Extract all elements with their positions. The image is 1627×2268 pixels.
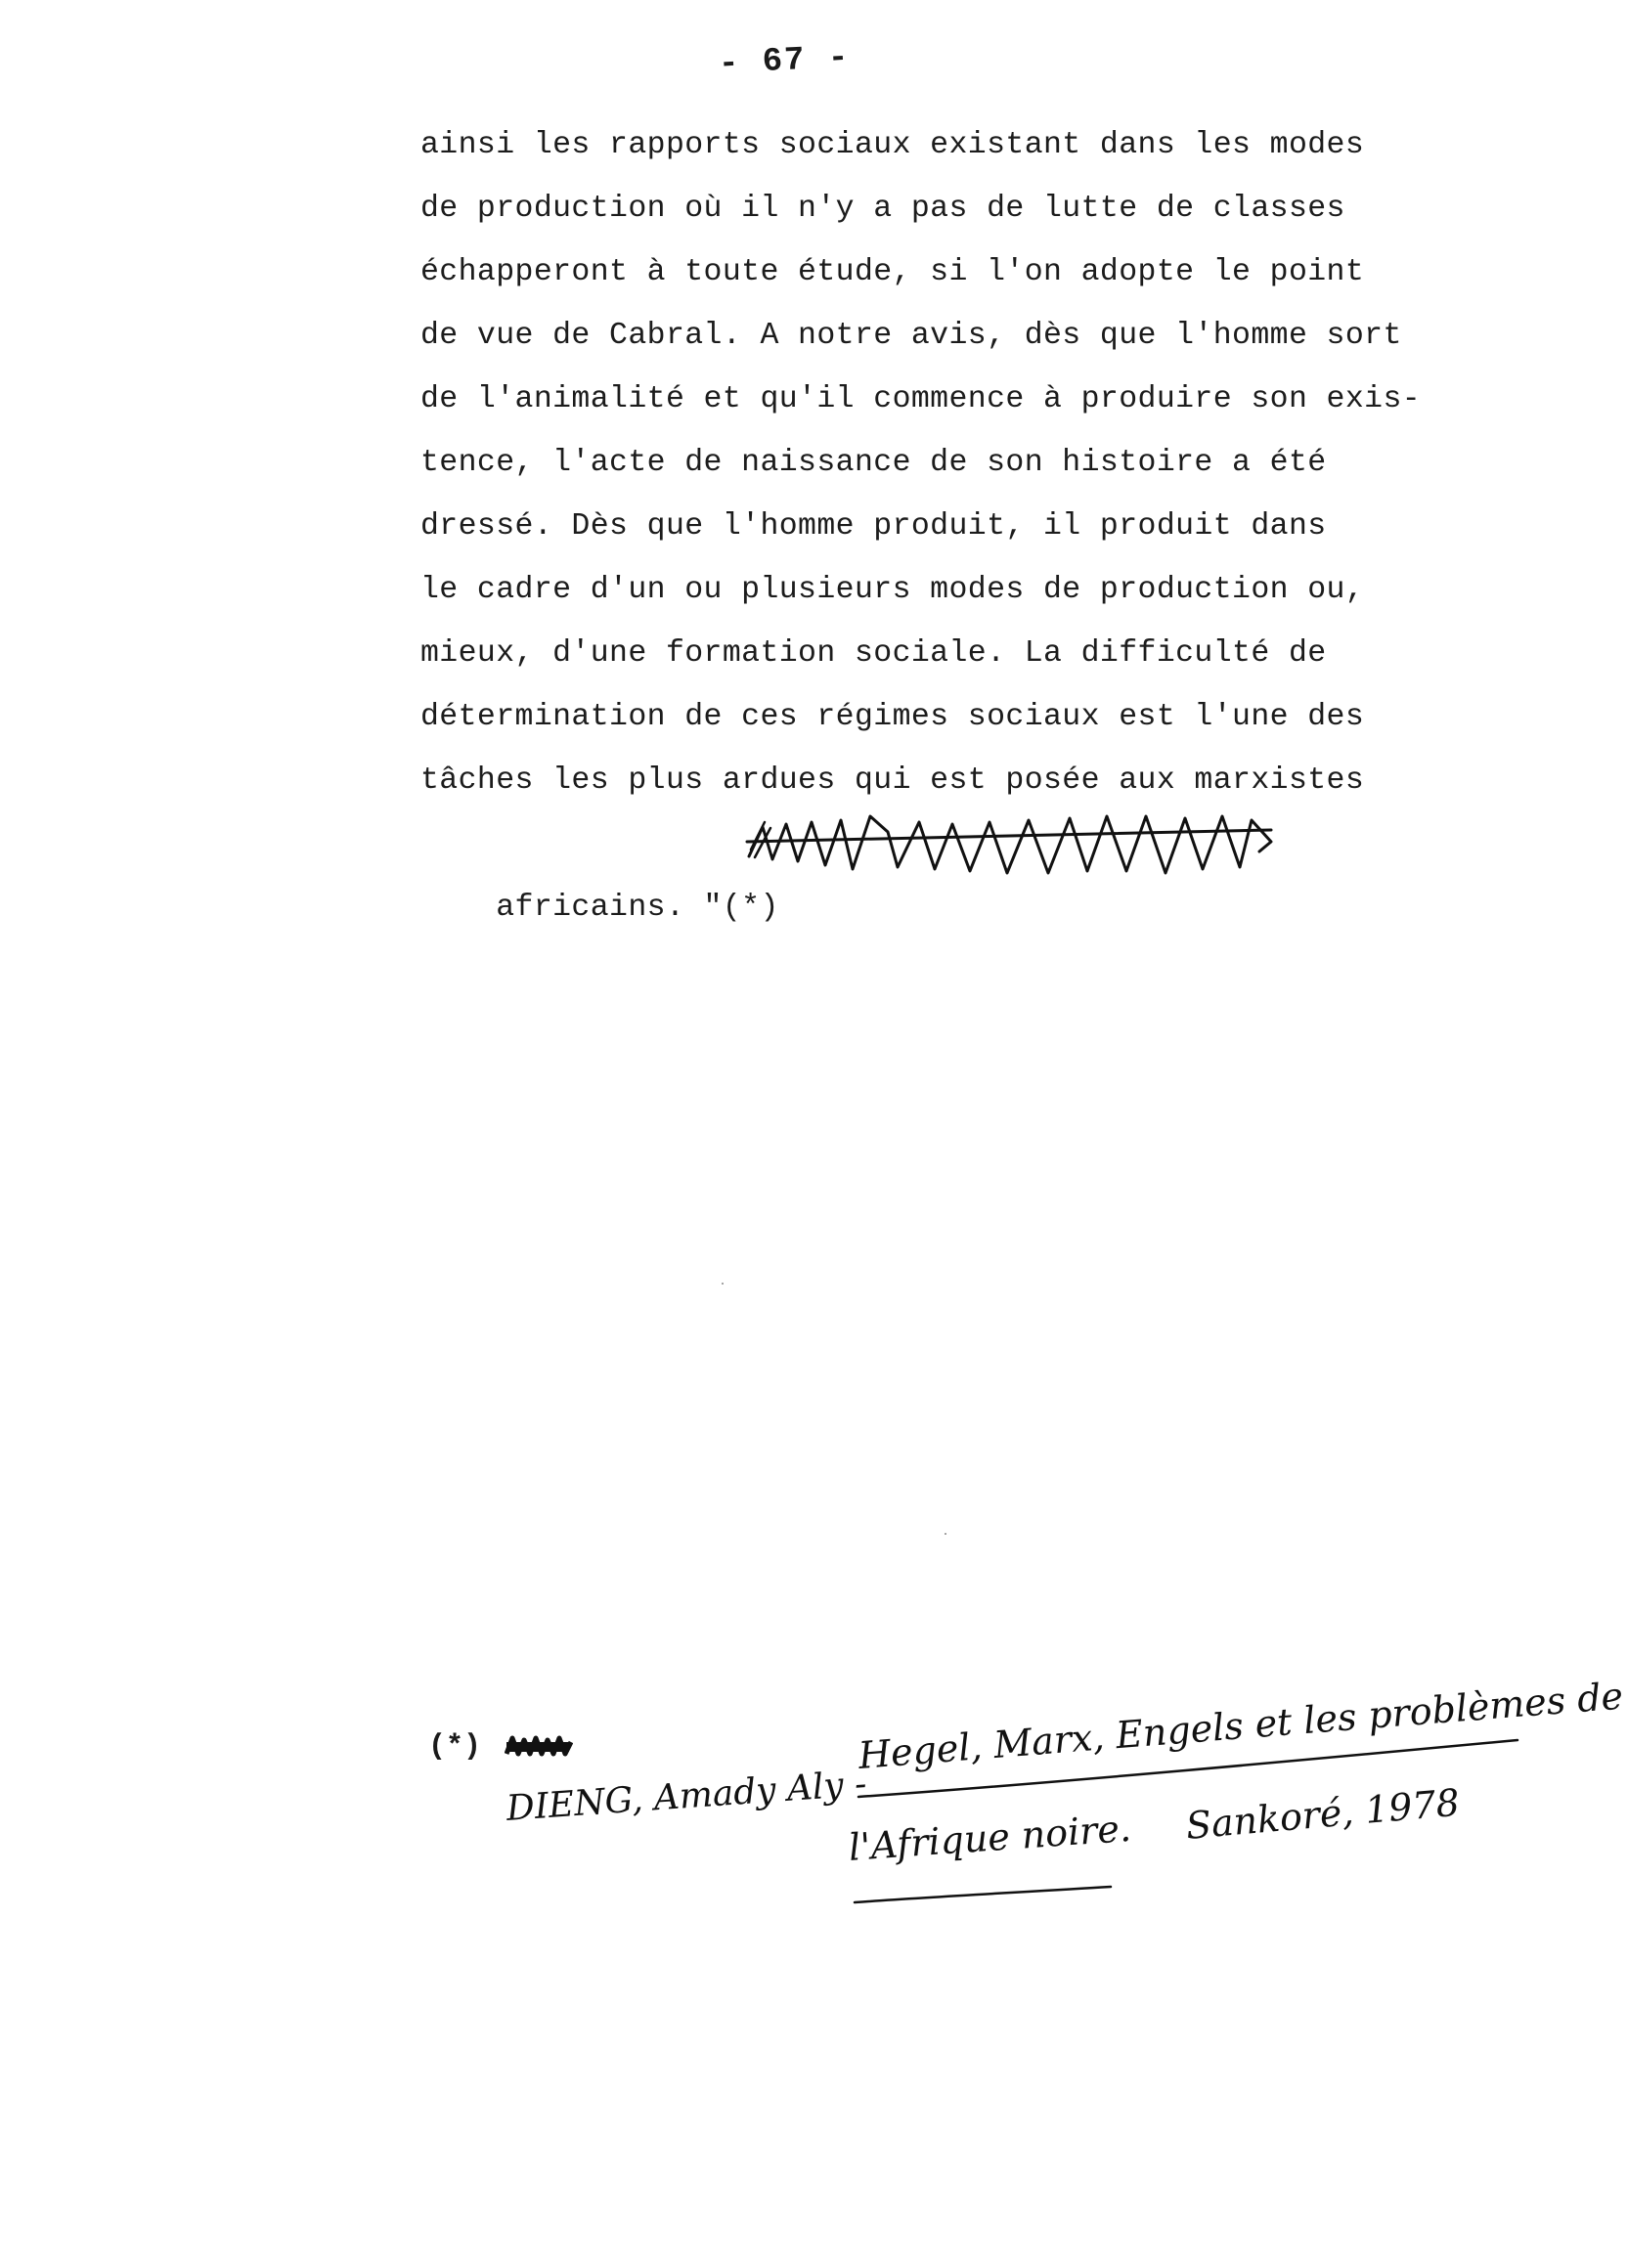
- text-line-final: africains. "(*): [496, 891, 779, 925]
- text-line: de vue de Cabral. A notre avis, dès que l'homme sort: [420, 319, 1402, 353]
- footnote-title-line2: l'Afrique noire.: [847, 1806, 1133, 1869]
- text-line: échapperont à toute étude, si l'on adopte le point: [420, 255, 1365, 289]
- text-line: détermination de ces régimes sociaux est l'une des: [420, 700, 1365, 734]
- paper-speck: [722, 1283, 724, 1285]
- crossed-out-scribble: [743, 803, 1447, 891]
- footnote-author: DIENG, Amady Aly -: [505, 1764, 868, 1829]
- text-line: mieux, d'une formation sociale. La difficulté de: [420, 636, 1327, 671]
- text-line: tence, l'acte de naissance de son histoire a été: [420, 446, 1327, 480]
- paper-speck: [945, 1533, 946, 1535]
- page-number: - 67 -: [718, 39, 852, 84]
- footnote-title-line1: Hegel, Marx, Engels et les problèmes de: [857, 1674, 1625, 1777]
- text-line: de production où il n'y a pas de lutte de classes: [420, 192, 1345, 226]
- text-line: de l'animalité et qu'il commence à produire son exis-: [420, 382, 1422, 416]
- text-line: tâches les plus ardues qui est posée aux marxistes: [420, 763, 1365, 798]
- body-text: [420, 113, 1516, 925]
- handwritten-underlines: [428, 1730, 1582, 1955]
- footnote-marker: (*): [428, 1730, 482, 1764]
- text-line-last: [420, 812, 1516, 925]
- text-line: dressé. Dès que l'homme produit, il produit dans: [420, 509, 1327, 544]
- footnote-publisher: Sankoré, 1978: [1184, 1780, 1462, 1848]
- text-line: ainsi les rapports sociaux existant dans les modes: [420, 128, 1365, 162]
- text-line: le cadre d'un ou plusieurs modes de production ou,: [420, 573, 1365, 607]
- footnote: [428, 1674, 1625, 1955]
